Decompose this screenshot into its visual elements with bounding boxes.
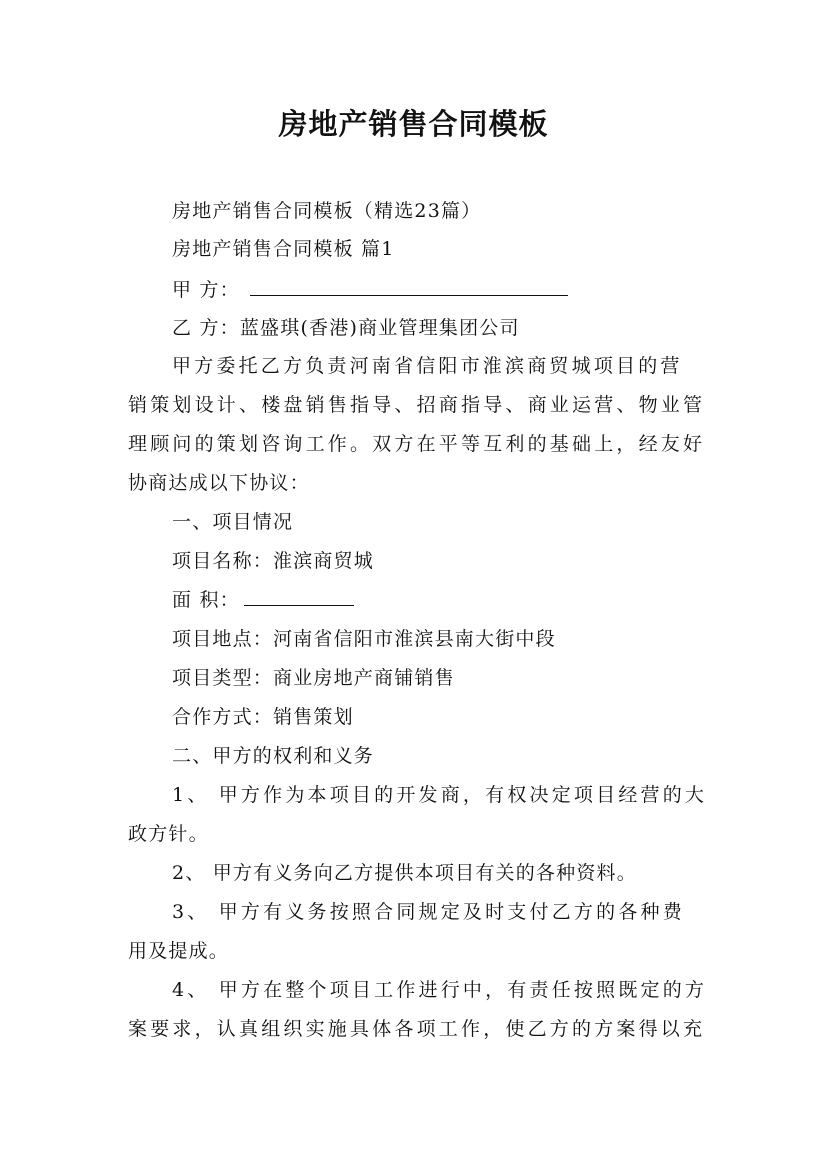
text-line: 2、 甲方有义务向乙方提供本项目有关的各种资料。 [172, 862, 637, 884]
text-line: 1、 甲方作为本项目的开发商，有权决定项目经营的大 [172, 784, 708, 806]
text-line: 项目地点：河南省信阳市淮滨县南大街中段 [172, 628, 556, 650]
party-a-label: 甲 方： [172, 279, 240, 301]
text-line: 甲方委托乙方负责河南省信阳市淮滨商贸城项目的营 [172, 355, 683, 377]
text-line: 项目类型：商业房地产商铺销售 [172, 667, 455, 689]
area-blank [244, 587, 354, 606]
document-title: 房地产销售合同模板 [278, 107, 549, 141]
text-line: 用及提成。 [128, 940, 230, 962]
text-line: 理顾问的策划咨询工作。双方在平等互利的基础上，经友好 [128, 433, 706, 455]
text-line: 3、 甲方有义务按照合同规定及时支付乙方的各种费 [172, 901, 685, 923]
party-a-line [128, 277, 748, 303]
text-line: 协商达成以下协议： [128, 472, 310, 494]
section-heading-2: 二、甲方的权利和义务 [172, 745, 375, 767]
text-line: 项目名称：淮滨商贸城 [172, 550, 375, 572]
text-line-section-heading: 房地产销售合同模板 篇1 [172, 238, 395, 260]
text-line: 合作方式：销售策划 [172, 706, 354, 728]
text-line: 案要求，认真组织实施具体各项工作，使乙方的方案得以充 [128, 1018, 706, 1040]
text-line-subtitle: 房地产销售合同模板（精选23篇） [172, 200, 482, 222]
area-line [128, 587, 748, 613]
text-line: 4、 甲方在整个项目工作进行中，有责任按照既定的方 [172, 979, 708, 1001]
party-b-line: 乙 方：蓝盛琪(香港)商业管理集团公司 [172, 317, 520, 339]
text-line: 政方针。 [128, 823, 209, 845]
party-a-blank [250, 277, 568, 296]
text-line: 销策划设计、楼盘销售指导、招商指导、商业运营、物业管 [128, 394, 706, 416]
area-label: 面 积： [172, 589, 240, 611]
section-heading-1: 一、项目情况 [172, 511, 294, 533]
